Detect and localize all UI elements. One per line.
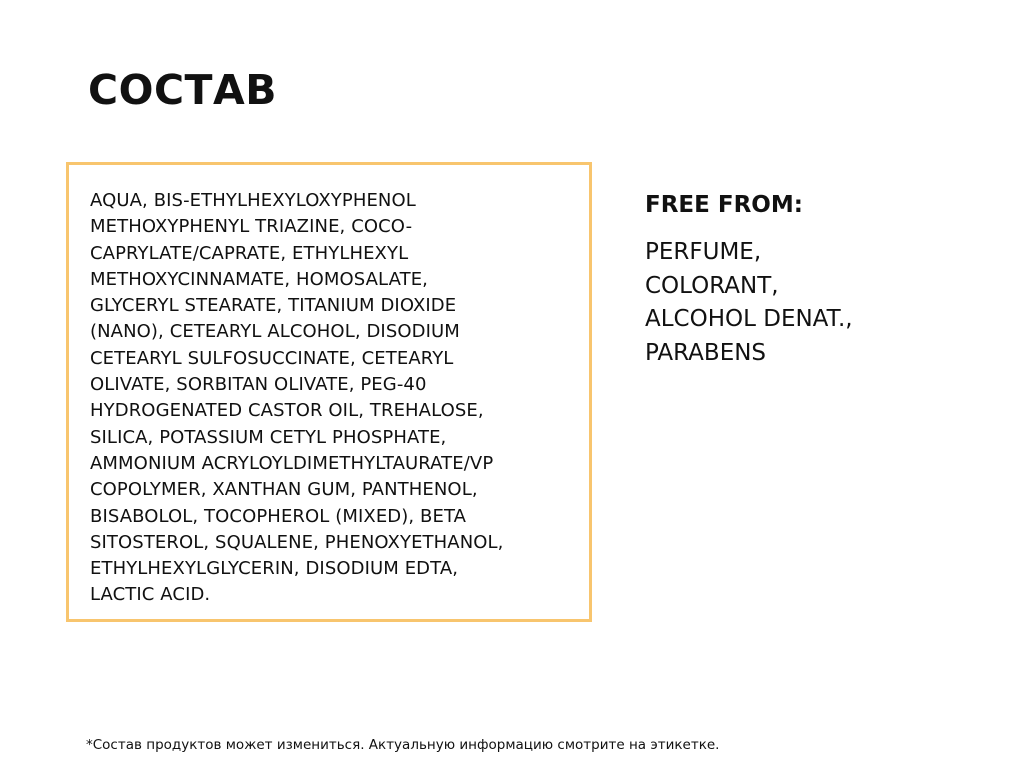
free-from-item: PERFUME, [645,239,762,265]
ingredients-line: AMMONIUM ACRYLOYLDIMETHYLTAURATE/VP [90,452,494,474]
ingredients-line: SILICA, POTASSIUM CETYL PHOSPHATE, [90,426,447,448]
ingredients-line: LACTIC ACID. [90,584,211,606]
free-from-item: PARABENS [645,339,767,366]
ingredients-list [90,188,578,609]
free-from-item: ALCOHOL DENAT., [645,306,853,332]
free-from-section [645,190,975,370]
page-title: СОСТАВ [88,66,277,114]
ingredients-line: GLYCERYL STEARATE, TITANIUM DIOXIDE [90,295,457,317]
ingredients-line: SITOSTEROL, SQUALENE, PHENOXYETHANOL, [90,531,504,553]
ingredients-line: (NANO), CETEARYL ALCOHOL, DISODIUM [90,321,460,343]
ingredients-line: CAPRYLATE/CAPRATE, ETHYLHEXYL [90,242,409,264]
ingredients-line: METHOXYPHENYL TRIAZINE, COCO- [90,216,413,238]
free-from-heading: FREE FROM: [645,192,803,218]
ingredients-line: COPOLYMER, XANTHAN GUM, PANTHENOL, [90,479,478,501]
ingredients-line: OLIVATE, SORBITAN OLIVATE, PEG-40 [90,374,427,396]
disclaimer-footnote: *Состав продуктов может измениться. Актуальную информацию смотрите на этикетке. [86,737,720,753]
ingredients-box [66,162,592,622]
ingredients-line: ETHYLHEXYLGLYCERIN, DISODIUM EDTA, [90,558,459,580]
ingredients-line: BISABOLOL, TOCOPHEROL (MIXED), BETA [90,505,467,527]
free-from-list [645,236,975,370]
ingredients-line: HYDROGENATED CASTOR OIL, TREHALOSE, [90,400,484,422]
ingredients-line: AQUA, BIS-ETHYLHEXYLOXYPHENOL [90,190,416,211]
ingredients-line: METHOXYCINNAMATE, HOMOSALATE, [90,268,428,290]
ingredients-line: CETEARYL SULFOSUCCINATE, CETEARYL [90,347,454,369]
free-from-item: COLORANT, [645,272,779,299]
